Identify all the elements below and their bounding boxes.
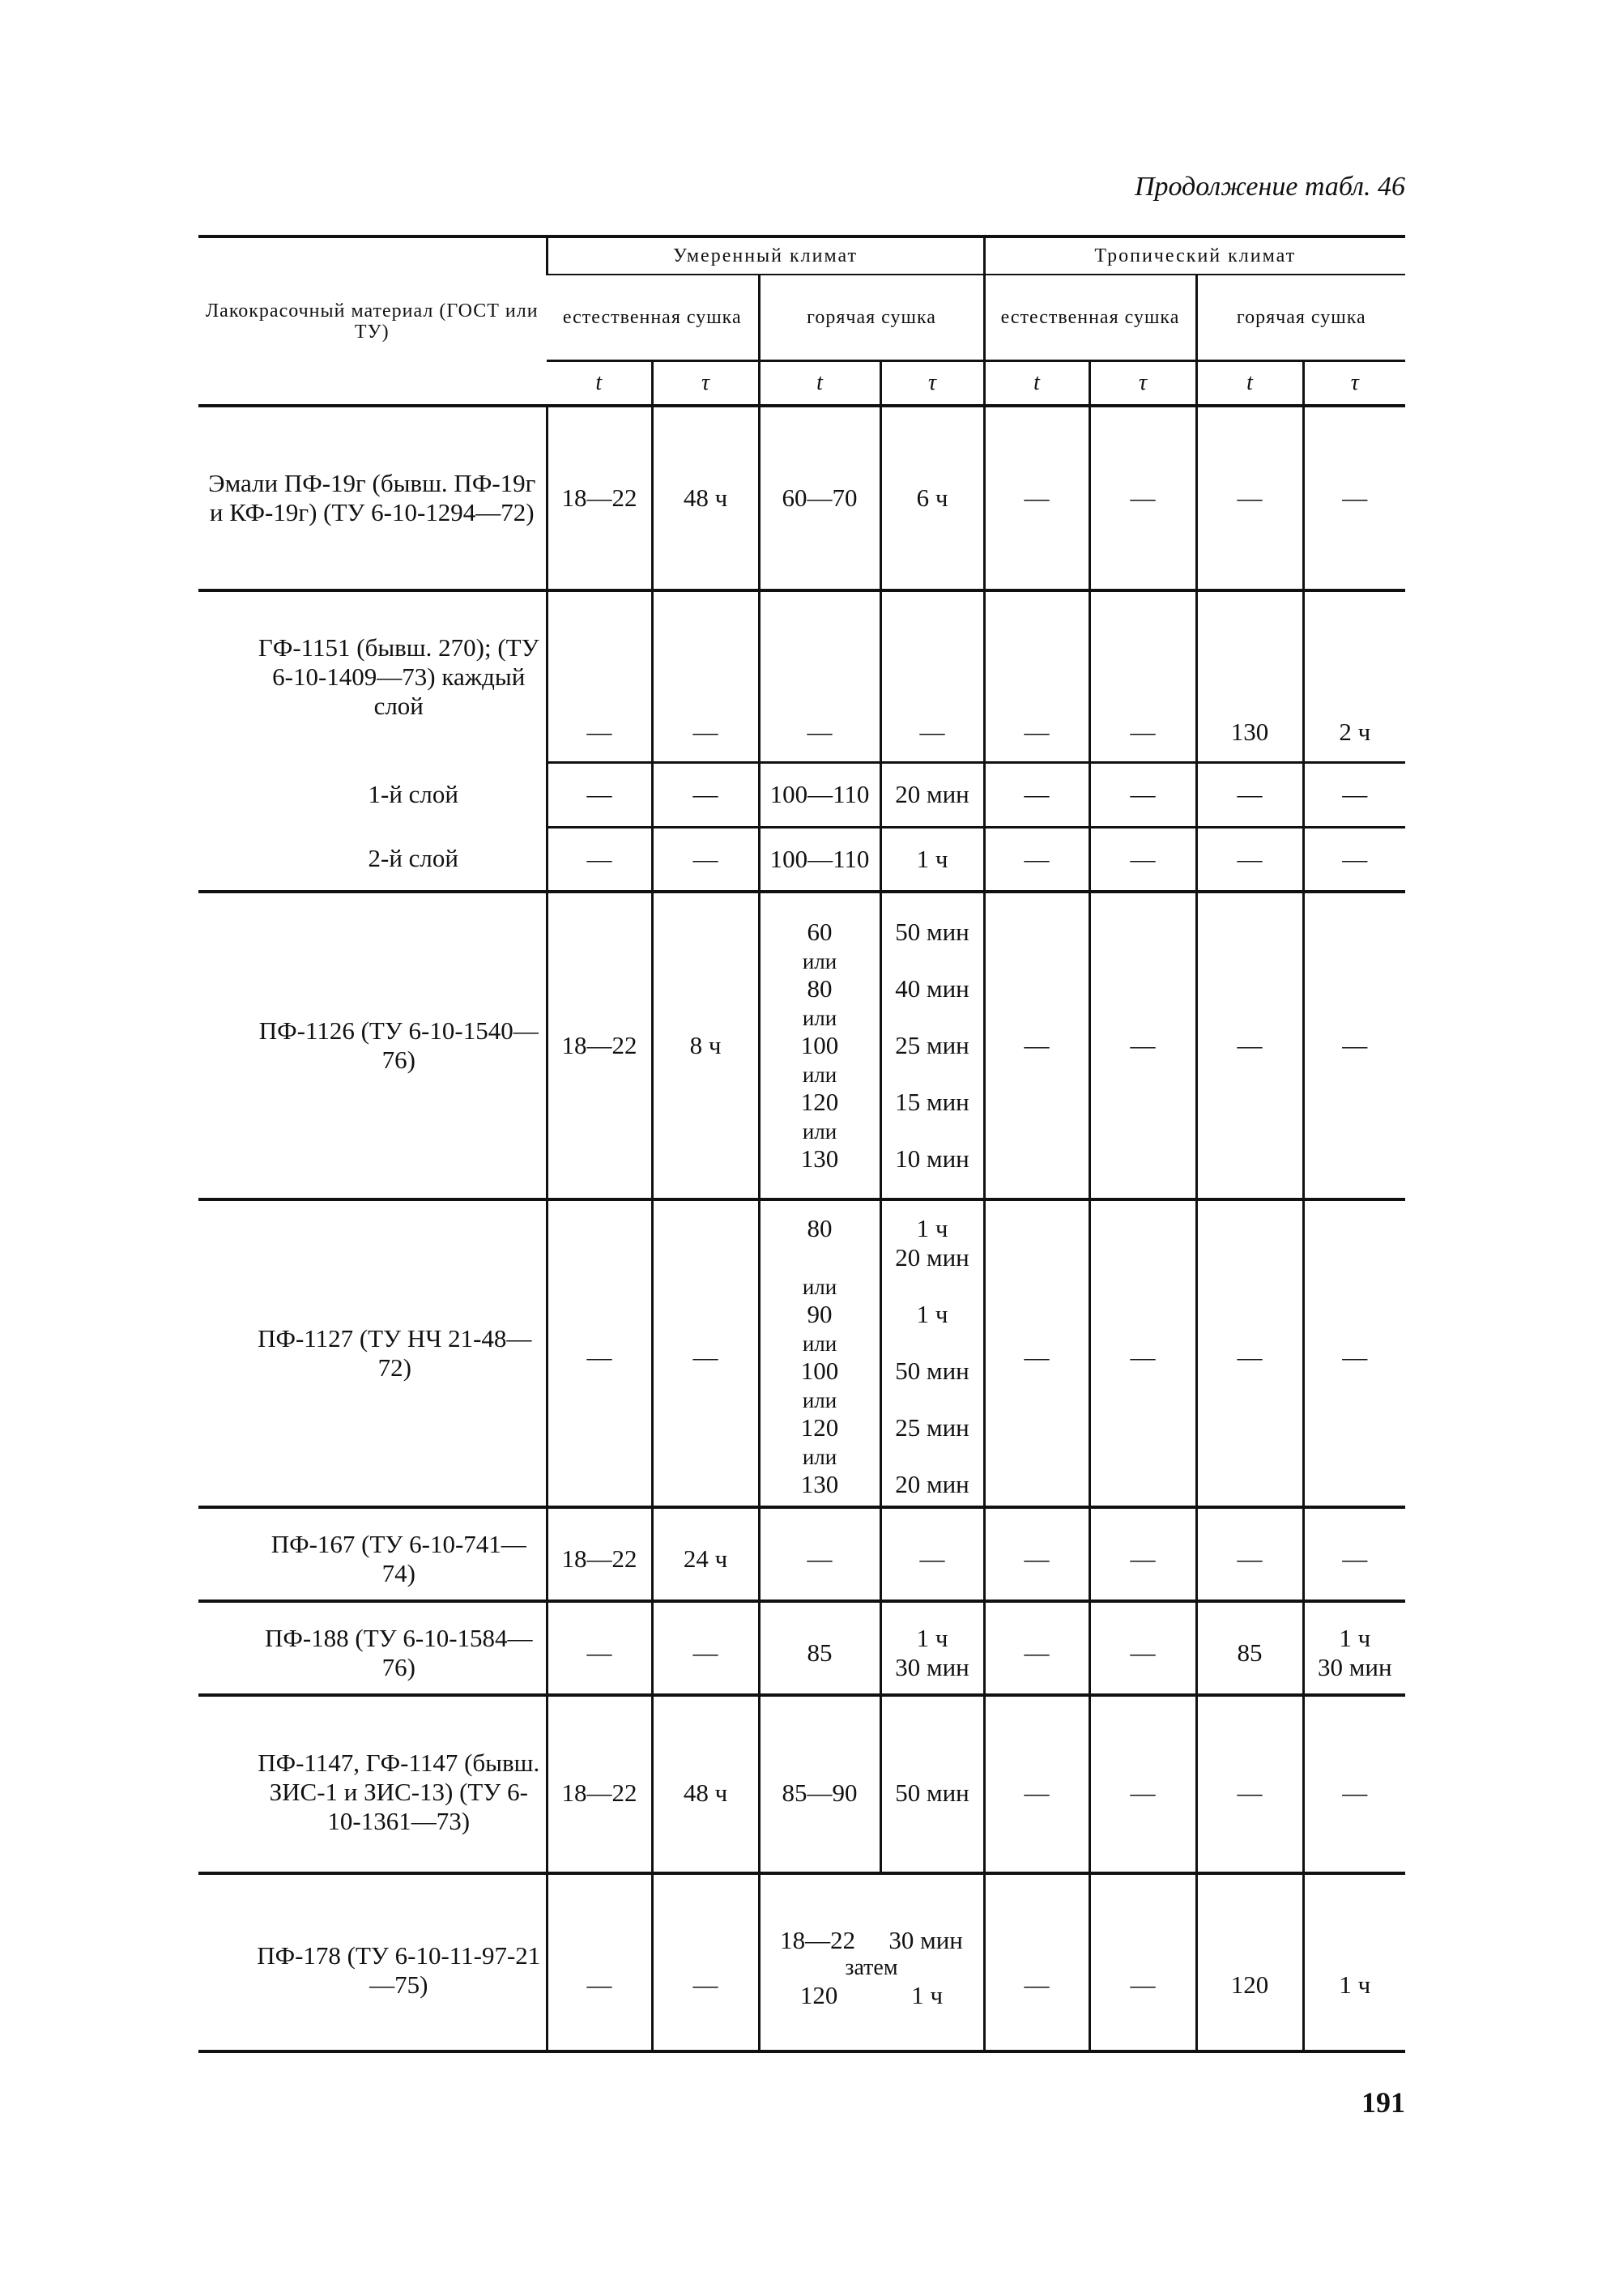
time-value: 30 мин <box>895 1653 969 1681</box>
table-cell: — <box>759 590 880 762</box>
table-cell: 24 ч <box>652 1507 759 1601</box>
table-cell: — <box>1303 406 1405 590</box>
material-name: ПФ-188 (ТУ 6-10-1584—76) <box>198 1601 547 1695</box>
table-cell: — <box>1089 892 1196 1199</box>
table-cell: 48 ч <box>652 1695 759 1873</box>
temperature-value: 130 <box>800 1144 839 1173</box>
hot-drying-time-list <box>880 892 984 1199</box>
table-cell: — <box>1303 892 1405 1199</box>
table-cell: 2 ч <box>1303 590 1405 762</box>
table-cell: — <box>1303 762 1405 827</box>
table-cell: — <box>1089 827 1196 892</box>
table-row <box>198 827 1405 892</box>
tau-header: τ <box>1303 361 1405 407</box>
time-value: 1 ч <box>916 1624 948 1652</box>
table-cell: — <box>547 1199 652 1507</box>
table-cell: 18—22 <box>547 1695 652 1873</box>
temperature-value: 130 <box>800 1470 839 1498</box>
tau-header: τ <box>880 361 984 407</box>
temperature-value: 100 <box>800 1031 839 1059</box>
table-cell: — <box>984 590 1089 762</box>
material-name: ПФ-1126 (ТУ 6-10-1540—76) <box>198 892 547 1199</box>
table-cell <box>880 1601 984 1695</box>
table-cell: 1 ч <box>880 827 984 892</box>
page-number: 191 <box>1361 2086 1405 2119</box>
or-label: или <box>802 1388 837 1412</box>
table-cell: 100—110 <box>759 827 880 892</box>
table-cell: 130 <box>1196 590 1303 762</box>
table-row <box>198 1199 1405 1507</box>
table-cell: — <box>1196 1199 1303 1507</box>
temperature-value: 100 <box>800 1357 839 1385</box>
t-header: t <box>984 361 1089 407</box>
table-cell: — <box>1089 590 1196 762</box>
table-cell: — <box>652 1199 759 1507</box>
table-cell: — <box>880 590 984 762</box>
tropical-climate-header: Тропический климат <box>984 236 1405 275</box>
table-cell: — <box>1089 406 1196 590</box>
temperature-value: 90 <box>807 1300 833 1328</box>
time-value: 15 мин <box>895 1088 969 1116</box>
time-value: 20 мин <box>895 1470 969 1498</box>
table-cell: — <box>984 406 1089 590</box>
table-caption: Продолжение табл. 46 <box>1134 172 1405 202</box>
temperate-hot-drying-header: горячая сушка <box>759 275 984 361</box>
time-value: 25 мин <box>895 1031 969 1059</box>
or-label: или <box>802 1445 837 1469</box>
table-row <box>198 892 1405 1199</box>
or-label: или <box>802 949 837 973</box>
time-value: 30 мин <box>1317 1653 1392 1681</box>
or-label: или <box>802 1063 837 1087</box>
or-label: или <box>802 1006 837 1030</box>
time-value: 1 ч <box>916 1214 948 1242</box>
table-cell: 50 мин <box>880 1695 984 1873</box>
table-cell: — <box>1089 1873 1196 2051</box>
table-cell: — <box>652 827 759 892</box>
table-cell: 85 <box>759 1601 880 1695</box>
table-cell: 85—90 <box>759 1695 880 1873</box>
material-name: ПФ-1127 (ТУ НЧ 21-48—72) <box>198 1199 547 1507</box>
table-cell <box>1303 1601 1405 1695</box>
table-cell: 48 ч <box>652 406 759 590</box>
table-cell: 18—22 <box>547 892 652 1199</box>
table-cell: — <box>1196 1507 1303 1601</box>
table-cell: 60—70 <box>759 406 880 590</box>
table-cell: — <box>1089 762 1196 827</box>
temperature-value: 120 <box>799 1981 838 2009</box>
time-value: 40 мин <box>895 974 969 1003</box>
table-row <box>198 1507 1405 1601</box>
table-row <box>198 762 1405 827</box>
hot-drying-time-list <box>880 1199 984 1507</box>
table-cell: 85 <box>1196 1601 1303 1695</box>
tau-header: τ <box>652 361 759 407</box>
hot-drying-two-stage-cell <box>759 1873 984 2051</box>
table-cell: — <box>1196 406 1303 590</box>
time-value: 50 мин <box>895 1357 969 1385</box>
tau-header: τ <box>1089 361 1196 407</box>
time-value: 10 мин <box>895 1144 969 1173</box>
material-name: ПФ-167 (ТУ 6-10-741—74) <box>198 1507 547 1601</box>
table-cell: — <box>1196 892 1303 1199</box>
time-value: 1 ч <box>911 1981 944 2009</box>
table-cell: — <box>984 1873 1089 2051</box>
temperature-value: 60 <box>807 918 833 946</box>
table-cell: — <box>984 1507 1089 1601</box>
table-cell: — <box>652 1873 759 2051</box>
table-cell: — <box>547 590 652 762</box>
table-row <box>198 590 1405 762</box>
table-cell: — <box>984 1199 1089 1507</box>
time-value: 1 ч <box>1339 1624 1371 1652</box>
table-cell: — <box>547 827 652 892</box>
table-cell: — <box>1196 762 1303 827</box>
table-cell: — <box>547 1601 652 1695</box>
table-cell: — <box>984 1695 1089 1873</box>
table-cell: — <box>652 762 759 827</box>
temperature-value: 18—22 <box>780 1926 856 1954</box>
t-header: t <box>759 361 880 407</box>
hot-drying-temperature-list <box>759 1199 880 1507</box>
table-cell: 6 ч <box>880 406 984 590</box>
table-cell: — <box>984 1601 1089 1695</box>
then-label: затем <box>845 1955 898 1980</box>
table-cell: — <box>1303 1695 1405 1873</box>
table-cell: — <box>547 762 652 827</box>
table-cell: 120 <box>1196 1873 1303 2051</box>
temperature-value: 120 <box>800 1088 839 1116</box>
table-cell: — <box>759 1507 880 1601</box>
temperature-value: 80 <box>807 974 833 1003</box>
table-row <box>198 1601 1405 1695</box>
table-cell: — <box>1303 827 1405 892</box>
table-cell: — <box>652 590 759 762</box>
material-name: 2-й слой <box>368 844 458 872</box>
table-cell: — <box>1303 1507 1405 1601</box>
table-row <box>198 406 1405 590</box>
time-value: 1 ч <box>916 1300 948 1328</box>
tropical-natural-drying-header: естественная сушка <box>984 275 1196 361</box>
time-value: 30 мин <box>888 1926 963 1954</box>
tropical-hot-drying-header: горячая сушка <box>1196 275 1405 361</box>
table-cell: — <box>880 1507 984 1601</box>
temperature-value: 80 <box>807 1214 833 1242</box>
table-cell: — <box>1089 1199 1196 1507</box>
table-cell: — <box>1089 1601 1196 1695</box>
table-cell: 100—110 <box>759 762 880 827</box>
table-row <box>198 1873 1405 2051</box>
temperate-climate-header: Умеренный климат <box>547 236 984 275</box>
time-value: 25 мин <box>895 1413 969 1442</box>
material-name: ГФ-1151 (бывш. 270); (ТУ 6-10-1409—73) каждый слой <box>198 590 547 762</box>
table-cell: — <box>984 827 1089 892</box>
table-cell: 1 ч <box>1303 1873 1405 2051</box>
material-name: ПФ-1147, ГФ-1147 (бывш. ЗИС-1 и ЗИС-13) (ТУ 6-10-1361—73) <box>198 1695 547 1873</box>
or-label: или <box>802 1119 837 1144</box>
table-cell: — <box>1196 827 1303 892</box>
or-label: или <box>802 1275 837 1299</box>
table-cell: — <box>1089 1507 1196 1601</box>
time-value: 20 мин <box>895 1243 969 1272</box>
or-label: или <box>802 1331 837 1356</box>
table-cell: — <box>984 892 1089 1199</box>
t-header: t <box>1196 361 1303 407</box>
table-cell: — <box>1303 1199 1405 1507</box>
temperature-value: 120 <box>800 1413 839 1442</box>
table-cell: 20 мин <box>880 762 984 827</box>
table-cell: — <box>1089 1695 1196 1873</box>
material-name: Эмали ПФ-19г (бывш. ПФ-19г и КФ-19г) (ТУ 6-10-1294—72) <box>198 406 547 590</box>
table-cell: 18—22 <box>547 406 652 590</box>
temperate-natural-drying-header: естественная сушка <box>547 275 759 361</box>
table-cell: — <box>1196 1695 1303 1873</box>
table-cell: 18—22 <box>547 1507 652 1601</box>
drying-modes-table <box>198 235 1405 2053</box>
table-row <box>198 1695 1405 1873</box>
t-header: t <box>547 361 652 407</box>
table-cell: — <box>547 1873 652 2051</box>
hot-drying-temperature-list <box>759 892 880 1199</box>
table-cell: 8 ч <box>652 892 759 1199</box>
table-cell: — <box>652 1601 759 1695</box>
material-name: ПФ-178 (ТУ 6-10-11-97-21—75) <box>198 1873 547 2051</box>
material-name: 1-й слой <box>368 780 458 808</box>
material-column-header: Лакокрасочный материал (ГОСТ или ТУ) <box>198 236 547 406</box>
time-value: 50 мин <box>895 918 969 946</box>
table-cell: — <box>984 762 1089 827</box>
